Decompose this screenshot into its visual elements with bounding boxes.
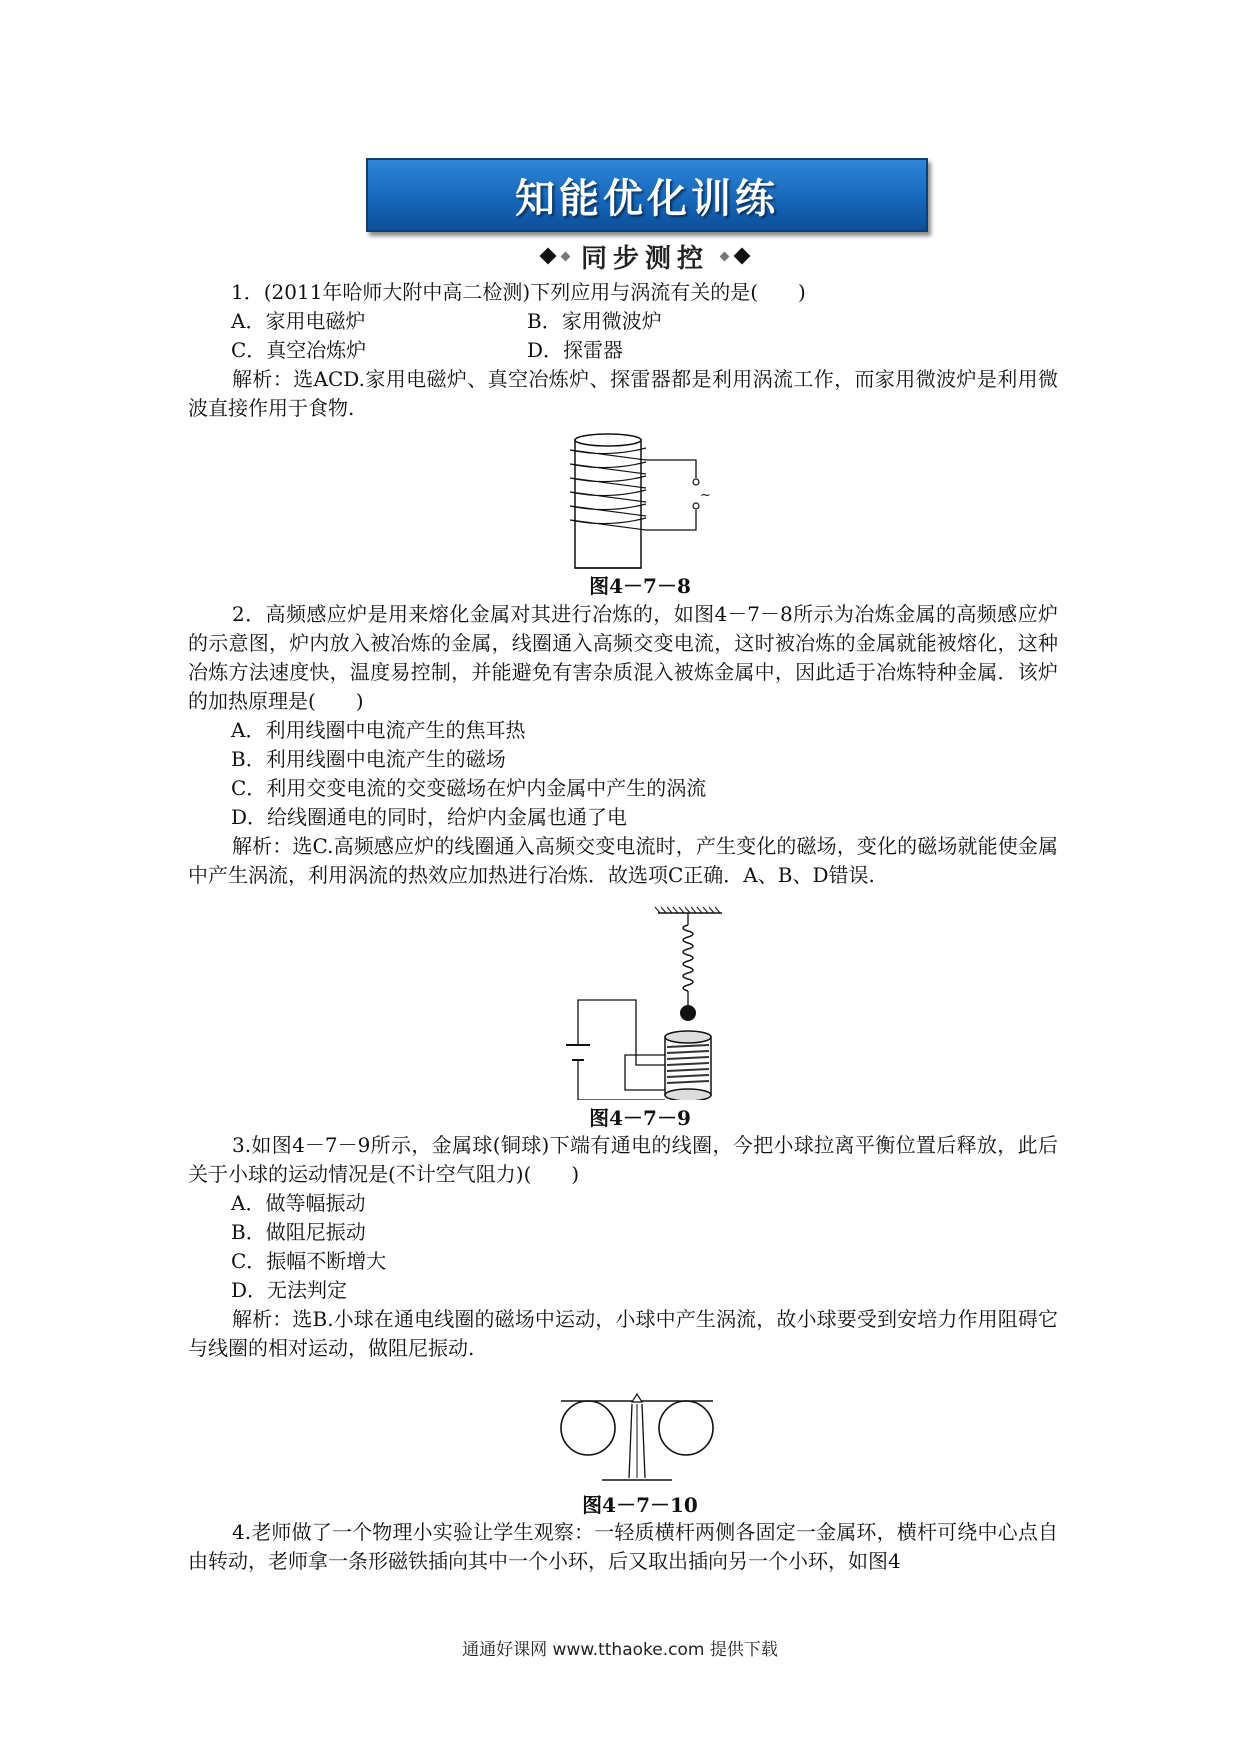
section-header <box>510 236 780 276</box>
q2-option-a: A．利用线圈中电流产生的焦耳热 <box>231 718 526 742</box>
page-footer: 通通好课网 www.tthaoke.com 提供下载 <box>462 1640 778 1660</box>
q3-option-d: D．无法判定 <box>231 1278 348 1302</box>
q2-analysis: 解析：选C.高频感应炉的线圈通入高频交变电流时，产生变化的磁场，变化的磁场就能使金属中产生涡流，利用涡流的热效应加热进行冶炼．故选项C正确．A、B、D错误. <box>188 834 1058 887</box>
q3-option-c: C．振幅不断增大 <box>231 1249 387 1273</box>
q1-option-c: C．真空冶炼炉 <box>231 338 367 362</box>
q3-option-a: A．做等幅振动 <box>231 1191 366 1215</box>
q1-option-d: D．探雷器 <box>527 338 624 362</box>
q1-stem: 1．(2011年哈师大附中高二检测)下列应用与涡流有关的是( ) <box>231 280 806 304</box>
banner-title: 知能优化训练 <box>515 175 779 222</box>
diamond-icon <box>539 248 556 265</box>
svg-text:~: ~ <box>700 488 711 503</box>
figure-caption: 图4－7－10 <box>582 1493 698 1517</box>
q3-option-b: B．做阻尼振动 <box>231 1220 366 1244</box>
q2-option-c: C．利用交变电流的交变磁场在炉内金属中产生的涡流 <box>231 776 707 800</box>
figure-caption: 图4－7－9 <box>589 1106 691 1130</box>
diamond-icon <box>734 248 751 265</box>
figure-induction-furnace <box>570 430 720 570</box>
title-banner <box>366 158 928 232</box>
q4-stem: 4.老师做了一个物理小实验让学生观察：一轻质横杆两侧各固定一金属环，横杆可绕中心点自由转动，老师拿一条形磁铁插向其中一个小环，后又取出插向另一个小环，如图4 <box>188 1520 1058 1573</box>
figure-spring-ball-coil <box>560 905 730 1100</box>
q1-option-a: A．家用电磁炉 <box>231 309 366 333</box>
q2-option-b: B．利用线圈中电流产生的磁场 <box>231 747 506 771</box>
figure-caption: 图4－7－8 <box>589 574 691 598</box>
q3-analysis: 解析：选B.小球在通电线圈的磁场中运动，小球中产生涡流，故小球要受到安培力作用阻碍它与线圈的相对运动，做阻尼振动. <box>188 1307 1058 1360</box>
diamond-small-icon <box>561 251 571 261</box>
figure-ring-balance <box>558 1390 718 1490</box>
q1-option-b: B．家用微波炉 <box>527 309 662 333</box>
diamond-small-icon <box>720 251 730 261</box>
section-title: 同步测控 <box>580 243 709 274</box>
q2-option-d: D．给线圈通电的同时，给炉内金属也通了电 <box>231 805 628 829</box>
q2-stem: 2．高频感应炉是用来熔化金属对其进行冶炼的，如图4－7－8所示为冶炼金属的高频感应炉的示意图，炉内放入被冶炼的金属，线圈通入高频交变电流，这时被冶炼的金属就能被熔化，这种冶炼方法速度快，温度易控制，并能避免有害杂质混入被炼金属中，因此适于冶炼特种金属．该炉的加热原理是( ) <box>188 602 1058 713</box>
q3-stem: 3.如图4－7－9所示，金属球(铜球)下端有通电的线圈，今把小球拉离平衡位置后释放，此后关于小球的运动情况是(不计空气阻力)( ) <box>188 1133 1058 1186</box>
q1-analysis: 解析：选ACD.家用电磁炉、真空冶炼炉、探雷器都是利用涡流工作，而家用微波炉是利用微波直接作用于食物. <box>188 367 1058 420</box>
